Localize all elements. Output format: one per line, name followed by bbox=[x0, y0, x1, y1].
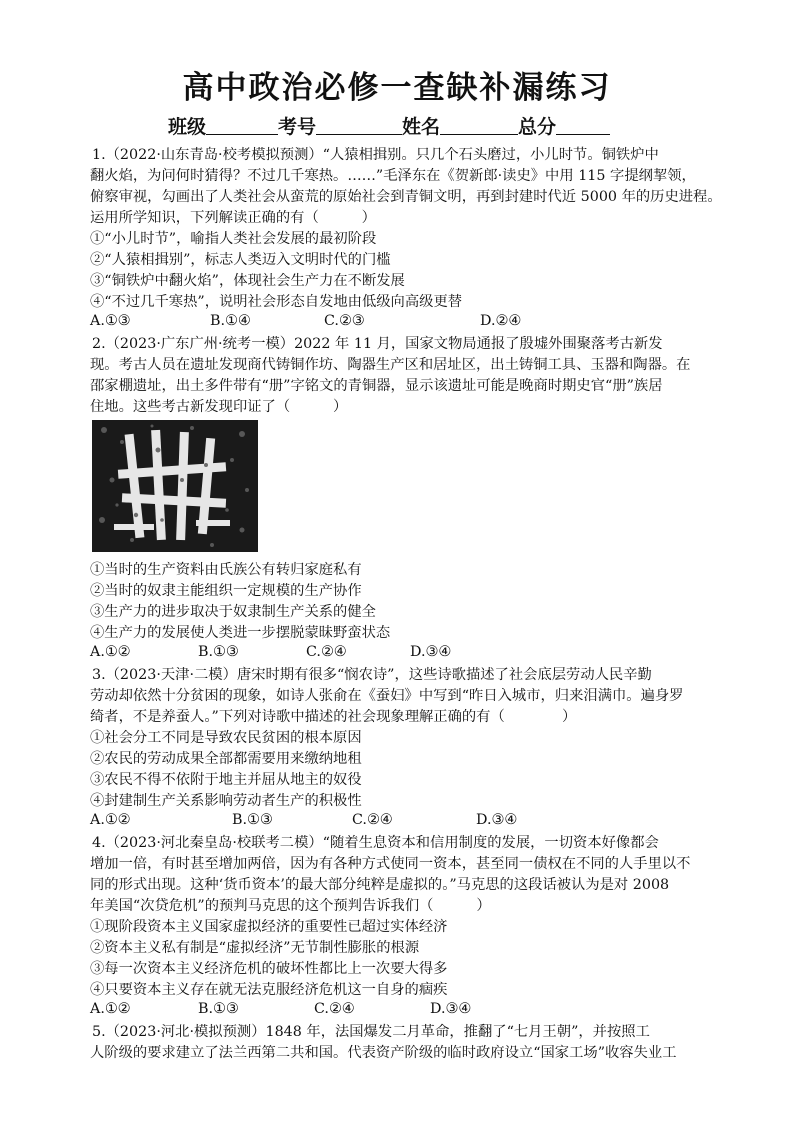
q2-line-4: 住地。这些考古新发现印证了（ ） bbox=[90, 399, 348, 415]
q2-statement-4: ④生产力的发展使人类进一步摆脱蒙昧野蛮状态 bbox=[90, 625, 391, 641]
q4-line-2: 增加一倍，有时甚至增加两倍，因为有各种方式使同一资本，甚至同一债权在不同的人手里以不 bbox=[90, 856, 691, 872]
q3-statement-1: ①社会分工不同是导致农民贫困的根本原因 bbox=[90, 730, 362, 746]
q3-statement-3: ③农民不得不依附于地主并屈从地主的奴役 bbox=[90, 772, 362, 788]
q4-option-d[interactable]: D.③④ bbox=[430, 1001, 472, 1017]
q3-line-1: 3.（2023·天津·二模）唐宋时期有很多“悯农诗”，这些诗歌描述了社会底层劳动人民辛勤 bbox=[92, 667, 652, 683]
q3-option-a[interactable]: A.①② bbox=[90, 812, 131, 828]
exam-no-blank[interactable] bbox=[316, 116, 402, 135]
q2-line-2: 现。考古人员在遗址发现商代铸铜作坊、陶器生产区和居址区，出土铸铜工具、玉器和陶器。在 bbox=[90, 357, 691, 373]
q1-line-1: 1.（2022·山东青岛·校考模拟预测）“人猿相揖别。只几个石头磨过，小儿时节。铜铁炉中 bbox=[92, 147, 659, 163]
q1-statement-4: ④“不过几千寒热”，说明社会形态自发地由低级向高级更替 bbox=[90, 294, 463, 310]
exam-no-label: 考号 bbox=[278, 116, 317, 138]
name-label: 姓名 bbox=[402, 116, 441, 138]
q4-option-a[interactable]: A.①② bbox=[90, 1001, 131, 1017]
q2-statement-3: ③生产力的进步取决于奴隶制生产关系的健全 bbox=[90, 604, 376, 620]
q5-line-1: 5.（2023·河北·模拟预测）1848 年，法国爆发二月革命，推翻了“七月王朝”，并按照工 bbox=[92, 1024, 650, 1040]
score-label: 总分 bbox=[518, 116, 557, 138]
student-info-line bbox=[168, 112, 610, 139]
q3-line-2: 劳动却依然十分贫困的现象，如诗人张俞在《蚕妇》中写到“昨日入城市，归来泪满巾。遍身罗 bbox=[90, 688, 684, 704]
q5-line-2: 人阶级的要求建立了法兰西第二共和国。代表资产阶级的临时政府设立“国家工场”收容失业工 bbox=[90, 1045, 677, 1061]
q3-option-d[interactable]: D.③④ bbox=[476, 812, 518, 828]
q2-line-3: 邵家棚遗址，出土多件带有“册”字铭文的青铜器，显示该遗址可能是晚商时期史官“册”族居 bbox=[90, 378, 663, 394]
q1-option-a[interactable]: A.①③ bbox=[90, 313, 131, 329]
q3-statement-2: ②农民的劳动成果全部都需要用来缴纳地租 bbox=[90, 751, 362, 767]
q2-option-b[interactable]: B.①③ bbox=[198, 644, 239, 660]
q1-option-d[interactable]: D.②④ bbox=[480, 313, 522, 329]
q3-option-b[interactable]: B.①③ bbox=[232, 812, 273, 828]
name-blank[interactable] bbox=[440, 116, 518, 135]
score-blank[interactable] bbox=[556, 116, 610, 135]
q1-line-4: 运用所学知识，下列解读正确的有（ ） bbox=[90, 210, 376, 226]
bronze-inscription-image bbox=[92, 420, 258, 552]
q3-line-3: 绮者，不是养蚕人。”下列对诗歌中描述的社会现象理解正确的有（ ） bbox=[90, 709, 577, 725]
q4-statement-3: ③每一次资本主义经济危机的破坏性都比上一次要大得多 bbox=[90, 961, 448, 977]
ce-character-rubbing-icon bbox=[92, 420, 258, 552]
q2-statement-2: ②当时的奴隶主能组织一定规模的生产协作 bbox=[90, 583, 362, 599]
q2-statement-1: ①当时的生产资料由氏族公有转归家庭私有 bbox=[90, 562, 362, 578]
page-title: 高中政治必修一查缺补漏练习 bbox=[182, 70, 612, 106]
q2-option-d[interactable]: D.③④ bbox=[410, 644, 452, 660]
q3-option-c[interactable]: C.②④ bbox=[352, 812, 393, 828]
q1-line-2: 翻火焰，为问何时猜得？不过几千寒热。……”毛泽东在《贺新郎·读史》中用 115 字提纲挈领， bbox=[90, 168, 696, 184]
q4-statement-2: ②资本主义私有制是“虚拟经济”无节制性膨胀的根源 bbox=[90, 940, 420, 956]
q4-option-b[interactable]: B.①③ bbox=[198, 1001, 239, 1017]
q4-option-c[interactable]: C.②④ bbox=[314, 1001, 355, 1017]
q1-option-b[interactable]: B.①④ bbox=[210, 313, 251, 329]
q1-statement-2: ②“人猿相揖别”，标志人类迈入文明时代的门槛 bbox=[90, 252, 391, 268]
q1-line-3: 俯察审视，勾画出了人类社会从蛮荒的原始社会到青铜文明，再到封建时代近 5000 年的历史进程。 bbox=[90, 189, 722, 205]
q4-line-3: 同的形式出现。这种‘货币资本’的最大部分纯粹是虚拟的。”马克思的这段话被认为是对 2008 bbox=[90, 877, 670, 893]
q1-statement-1: ①“小儿时节”，喻指人类社会发展的最初阶段 bbox=[90, 231, 377, 247]
q4-statement-4: ④只要资本主义存在就无法克服经济危机这一自身的痼疾 bbox=[90, 982, 448, 998]
class-label: 班级 bbox=[168, 116, 207, 138]
q2-line-1: 2.（2023·广东广州·统考一模）2022 年 11 月，国家文物局通报了殷墟外围聚落考古新发 bbox=[92, 336, 663, 352]
q1-statement-3: ③“铜铁炉中翻火焰”，体现社会生产力在不断发展 bbox=[90, 273, 405, 289]
class-blank[interactable] bbox=[206, 116, 278, 135]
q2-option-a[interactable]: A.①② bbox=[90, 644, 131, 660]
q2-option-c[interactable]: C.②④ bbox=[306, 644, 347, 660]
q4-line-4: 年美国“次贷危机”的预判马克思的这个预判告诉我们（ ） bbox=[90, 898, 491, 914]
q4-statement-1: ①现阶段资本主义国家虚拟经济的重要性已超过实体经济 bbox=[90, 919, 448, 935]
q1-option-c[interactable]: C.②③ bbox=[324, 313, 365, 329]
q3-statement-4: ④封建制生产关系影响劳动者生产的积极性 bbox=[90, 793, 362, 809]
q4-line-1: 4.（2023·河北秦皇岛·校联考二模）“随着生息资本和信用制度的发展，一切资本好像都会 bbox=[92, 835, 659, 851]
